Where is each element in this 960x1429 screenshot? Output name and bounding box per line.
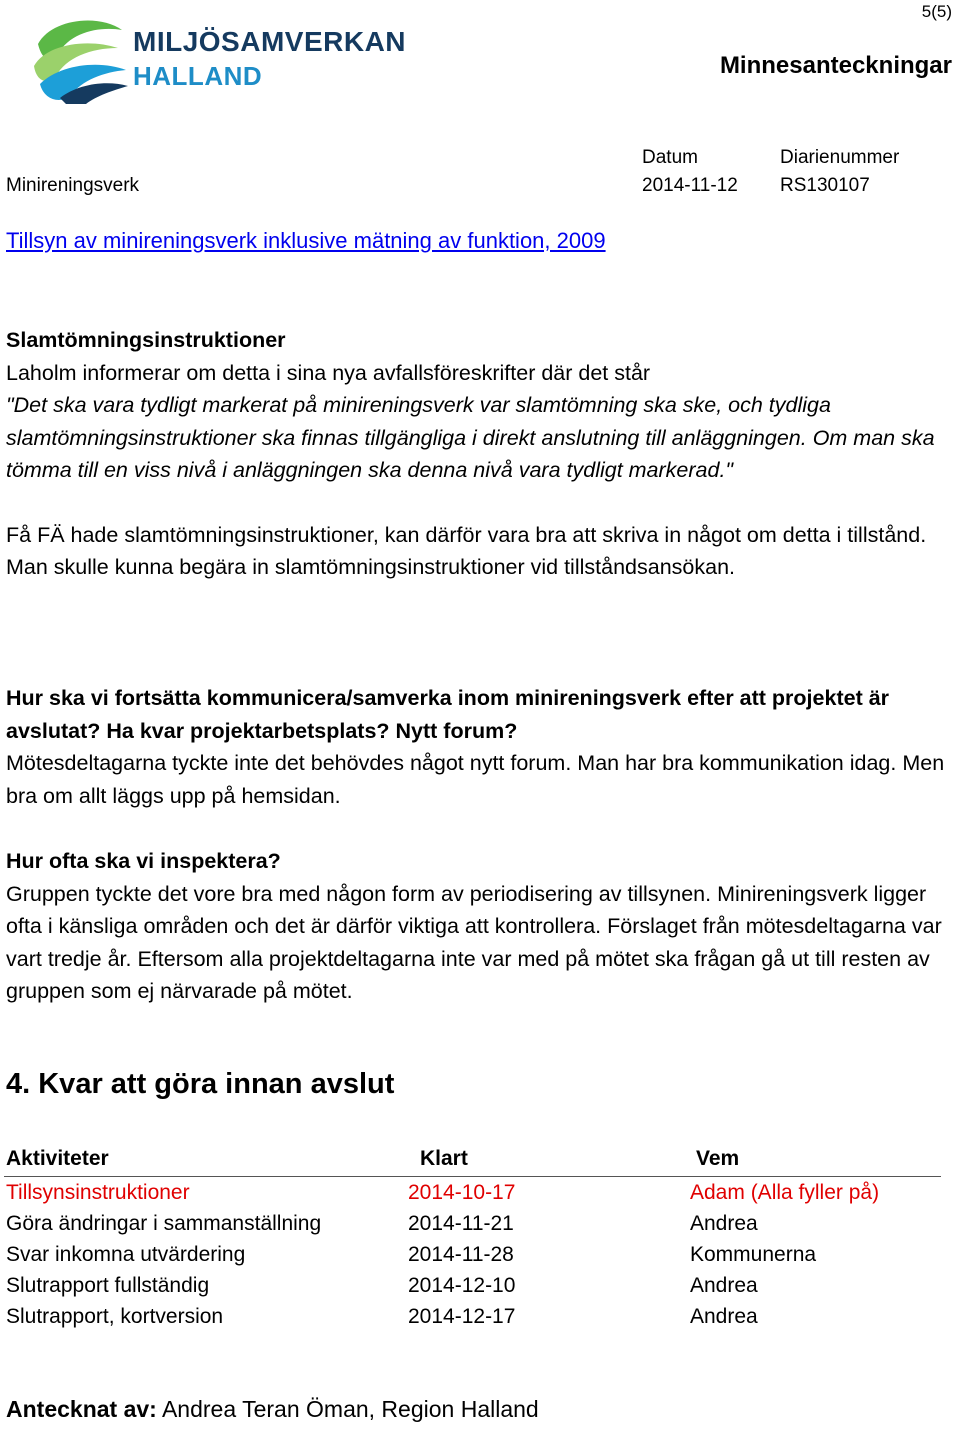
cell-done: 2014-10-17: [408, 1180, 516, 1204]
section-forum: [6, 682, 946, 812]
logo-text-line1: MILJÖSAMVERKAN: [133, 26, 407, 57]
table-row: [4, 1208, 941, 1239]
noted-by: [6, 1396, 539, 1423]
cell-done: 2014-11-21: [408, 1211, 514, 1235]
table-row: [4, 1301, 941, 1332]
section-intro: Laholm informerar om detta i sina nya avfallsföreskrifter där det står: [6, 360, 651, 385]
section-heading: Hur ska vi fortsätta kommunicera/samverka inom minireningsverk efter att projektet är avslutat? Ha kvar projektarbetsplats? Nytt forum?: [6, 686, 890, 743]
noted-by-value: Andrea Teran Öman, Region Halland: [161, 1396, 539, 1422]
cell-activity: Slutrapport fullständig: [6, 1273, 210, 1297]
section-body: Gruppen tyckte det vore bra med någon form av periodisering av tillsynen. Minireningsverk ligger ofta i känsliga områden och det är därför viktiga att kontrollera. Förslaget från mötesdeltagarna var vart tredje år. Eftersom alla projektdeltagarna inte var med på mötet ska frågan gå ut till resten av gruppen som ej närvarade på mötet.: [6, 881, 942, 1003]
todo-heading: 4. Kvar att göra innan avslut: [6, 1068, 395, 1100]
cell-who: Andrea: [690, 1273, 758, 1297]
cell-done: 2014-12-17: [408, 1304, 516, 1328]
column-header-activities: Aktiviteter: [4, 1142, 406, 1177]
cell-who: Andrea: [690, 1304, 758, 1328]
section-heading: Slamtömningsinstruktioner: [6, 328, 286, 352]
cell-activity: Svar inkomna utvärdering: [6, 1242, 246, 1266]
column-header-done: Klart: [406, 1142, 688, 1177]
cell-activity: Tillsynsinstruktioner: [6, 1180, 190, 1204]
document-subject: Minireningsverk: [6, 175, 140, 196]
cell-who: Adam (Alla fyller på): [690, 1180, 880, 1204]
logo-text-line2: HALLAND: [133, 61, 263, 91]
section-body: Få FÄ hade slamtömningsinstruktioner, kan därför vara bra att skriva in något om detta i tillstånd. Man skulle kunna begära in slamtömningsinstruktioner vid tillståndsansökan.: [6, 522, 927, 579]
date-label: Datum: [642, 147, 698, 168]
cell-done: 2014-12-10: [408, 1273, 516, 1297]
cell-who: Andrea: [690, 1211, 758, 1235]
report-link[interactable]: Tillsyn av minireningsverk inklusive mätning av funktion, 2009: [6, 228, 606, 253]
noted-by-label: Antecknat av:: [6, 1396, 157, 1422]
section-heading: Hur ofta ska vi inspektera?: [6, 849, 281, 873]
cell-done: 2014-11-28: [408, 1242, 514, 1266]
date-value: 2014-11-12: [642, 175, 738, 196]
cell-activity: Slutrapport, kortversion: [6, 1304, 224, 1328]
section-quote: "Det ska vara tydligt markerat på minireningsverk var slamtömning ska ske, och tydliga slamtömningsinstruktioner ska finnas tillgängliga i direkt anslutning till anläggningen. Om man ska tömma till en viss nivå i anläggningen ska denna nivå vara tydligt markerad.": [6, 393, 935, 482]
registration-number: RS130107: [780, 175, 870, 196]
table-row: [4, 1177, 941, 1209]
table-header-row: [4, 1142, 941, 1177]
logo-mark: [30, 14, 130, 104]
column-header-who: Vem: [688, 1142, 941, 1177]
cell-who: Kommunerna: [690, 1242, 817, 1266]
section-slam: [6, 324, 946, 584]
activities-table: [4, 1142, 941, 1332]
registration-label: Diarienummer: [780, 147, 900, 168]
page-number: 5(5): [921, 2, 952, 21]
section-body: Mötesdeltagarna tyckte inte det behövdes något nytt forum. Man har bra kommunikation idag. Men bra om allt läggs upp på hemsidan.: [6, 751, 945, 808]
table-row: [4, 1270, 941, 1301]
table-row: [4, 1239, 941, 1270]
document-type: Minnesanteckningar: [719, 52, 952, 79]
cell-activity: Göra ändringar i sammanställning: [6, 1211, 322, 1235]
section-inspect: [6, 845, 946, 1008]
